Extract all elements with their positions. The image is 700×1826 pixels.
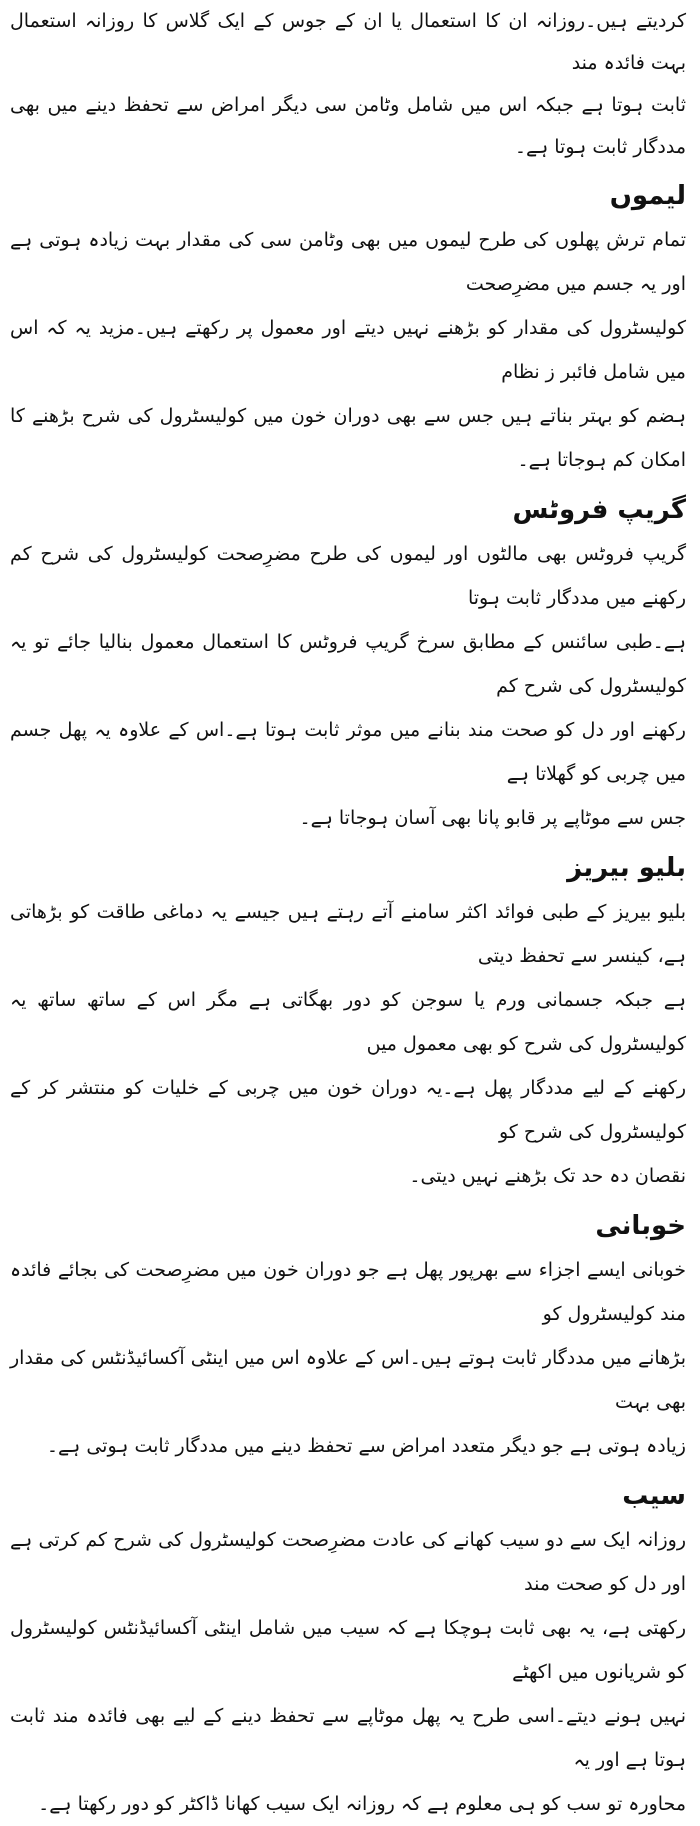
text-line: خوبانی ایسے اجزاء سے بھرپور پھل ہے جو دوران خون میں مضرِصحت کی بجائے فائدہ مند کولیسٹرول کو: [10, 1259, 686, 1325]
section-paragraph: [10, 218, 686, 482]
text-line: ثابت ہوتا ہے جبکہ اس میں شامل وٹامن سی دیگر امراض سے تحفظ دینے میں بھی مددگار ثابت ہوتا ہے۔: [10, 94, 686, 158]
section-heading: بلیو بیریز: [567, 853, 686, 883]
section-paragraph: [10, 532, 686, 840]
text-line: رکھتی ہے، یہ بھی ثابت ہوچکا ہے کہ سیب میں شامل اینٹی آکسائیڈنٹس کولیسٹرول کو شریانوں میں اکھٹے: [10, 1617, 686, 1683]
section-blueberries: [10, 846, 686, 1198]
section-heading: سیب: [622, 1481, 686, 1511]
intro-paragraph: [10, 0, 686, 168]
section-heading: خوبانی: [595, 1211, 686, 1241]
text-line: زیادہ ہوتی ہے جو دیگر متعدد امراض سے تحفظ دینے میں مددگار ثابت ہوتی ہے۔: [46, 1435, 686, 1457]
section-heading: گریپ فروٹس: [512, 495, 686, 525]
text-line: بلیو بیریز کے طبی فوائد اکثر سامنے آتے رہتے ہیں جیسے یہ دماغی طاقت کو بڑھاتی ہے، کینسر سے تحفظ دیتی: [10, 901, 686, 967]
section-paragraph: [10, 1248, 686, 1468]
text-line: ہے۔طبی سائنس کے مطابق سرخ گریپ فروٹس کا استعمال معمول بنالیا جائے تو یہ کولیسٹرول کی شرح کم: [10, 631, 686, 697]
text-line: بڑھانے میں مددگار ثابت ہوتے ہیں۔اس کے علاوہ اس میں اینٹی آکسائیڈنٹس کی مقدار بھی بہت: [10, 1347, 686, 1413]
text-line: گریپ فروٹس بھی مالٹوں اور لیموں کی طرح مضرِصحت کولیسٹرول کی شرح کم رکھنے میں مددگار ثابت ہوتا: [10, 543, 686, 609]
text-line: رکھنے اور دل کو صحت مند بنانے میں موثر ثابت ہوتا ہے۔اس کے علاوہ یہ پھل جسم میں چربی کو گھلاتا ہے: [10, 719, 686, 785]
section-paragraph: [10, 890, 686, 1198]
section-heading: لیموں: [609, 181, 686, 211]
section-paragraph: [10, 1518, 686, 1826]
text-line: جس سے موٹاپے پر قابو پانا بھی آسان ہوجاتا ہے۔: [299, 807, 686, 829]
text-line: کردیتے ہیں۔روزانہ ان کا استعمال یا ان کے جوس کے ایک گلاس کا روزانہ استعمال بہت فائدہ مند: [10, 10, 686, 74]
text-line: روزانہ ایک سے دو سیب کھانے کی عادت مضرِصحت کولیسٹرول کی شرح کم کرتی ہے اور دل کو صحت مند: [10, 1529, 686, 1595]
text-line: کولیسٹرول کی مقدار کو بڑھنے نہیں دیتے اور معمول پر رکھتے ہیں۔مزید یہ کہ اس میں شامل فائبر ز نظام: [10, 317, 686, 383]
text-line: ہے جبکہ جسمانی ورم یا سوجن کو دور بھگاتی ہے مگر اس کے ساتھ ساتھ یہ کولیسٹرول کی شرح کو بھی معمول میں: [10, 989, 686, 1055]
text-line: محاورہ تو سب کو ہی معلوم ہے کہ روزانہ ایک سیب کھانا ڈاکٹر کو دور رکھتا ہے۔: [38, 1793, 686, 1815]
text-line: تمام ترش پھلوں کی طرح لیموں میں بھی وٹامن سی کی مقدار بہت زیادہ ہوتی ہے اور یہ جسم میں مضرِصحت: [10, 229, 686, 295]
text-line: ہضم کو بہتر بناتے ہیں جس سے بھی دوران خون میں کولیسٹرول کی شرح بڑھنے کا امکان کم ہوجاتا ہے۔: [10, 405, 686, 471]
text-line: نقصان دہ حد تک بڑھنے نہیں دیتی۔: [409, 1165, 686, 1187]
section-apple: [10, 1474, 686, 1826]
section-grapefruit: [10, 488, 686, 840]
text-line: نہیں ہونے دیتے۔اسی طرح یہ پھل موٹاپے سے تحفظ دینے کے لیے بھی فائدہ مند ثابت ہوتا ہے اور یہ: [10, 1705, 686, 1771]
section-lemon: [10, 174, 686, 482]
text-line: رکھنے کے لیے مددگار پھل ہے۔یہ دوران خون میں چربی کے خلیات کو منتشر کر کے کولیسٹرول کی شرح کو: [10, 1077, 686, 1143]
section-apricot: [10, 1204, 686, 1468]
